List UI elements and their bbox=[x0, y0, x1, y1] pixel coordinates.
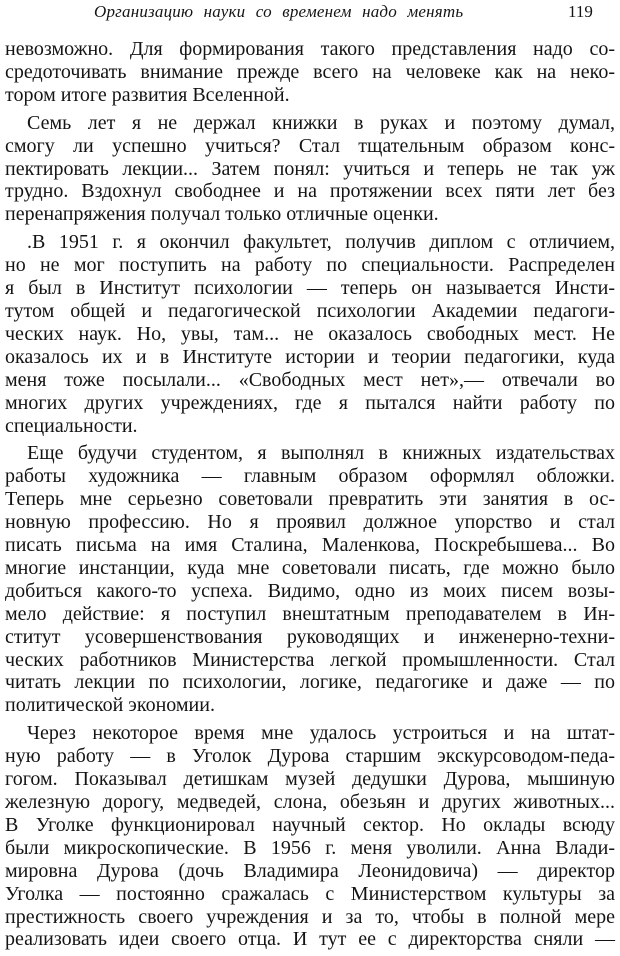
text-line: Через некоторое время мне удалось устроиться и на штат- bbox=[27, 722, 615, 745]
text-line: читать лекции по психологии, логике, педагогике и даже — по bbox=[5, 671, 615, 694]
text-line: Уголка — постоянно сражалась с Министерством культуры за bbox=[5, 882, 615, 905]
text-line: ститут усовершенствования руководящих и инженерно-техни- bbox=[5, 625, 615, 648]
text-line: перенапряжения получал только отличные оценки. bbox=[5, 203, 439, 226]
text-line: политической экономии. bbox=[5, 694, 215, 717]
paragraph bbox=[5, 722, 615, 951]
text-line: новную профессию. Но я проявил должное упорство и стал bbox=[5, 511, 615, 534]
text-line: Семь лет я не держал книжки в руках и поэтому думал, bbox=[27, 111, 615, 134]
text-line: ческих наук. Но, увы, там... не оказалось свободных мест. Не bbox=[5, 322, 615, 345]
text-line: смогу ли успешно учиться? Стал тщательным образом конс- bbox=[5, 134, 615, 157]
text-line: престижность своего учреждения и за то, чтобы в полной мере bbox=[5, 905, 615, 928]
running-head bbox=[0, 2, 620, 24]
text-line: Теперь мне серьезно советовали превратить эти занятия в ос- bbox=[5, 488, 615, 511]
body-text bbox=[5, 38, 615, 956]
text-line: мировна Дурова (дочь Владимира Леонидовича) — директор bbox=[5, 859, 615, 882]
paragraph bbox=[5, 112, 615, 227]
text-line: специальности. bbox=[5, 414, 138, 437]
paragraph bbox=[5, 231, 615, 437]
text-line: мело действие: я поступил внештатным преподавателем в Ин- bbox=[5, 602, 615, 625]
text-line: железную дорогу, медведей, слона, обезьян и других животных... bbox=[5, 791, 615, 813]
text-line: пектировать лекции... Затем понял: учиться и теперь не так уж bbox=[5, 157, 615, 180]
page-number: 119 bbox=[568, 2, 593, 21]
text-line: работы художника — главным образом оформлял обложки. bbox=[5, 465, 615, 488]
text-line: тутом общей и педагогической психологии Академии педагоги- bbox=[5, 299, 615, 322]
text-line: .В 1951 г. я окончил факультет, получив диплом с отличием, bbox=[27, 231, 615, 254]
text-line: я был в Институт психологии — теперь он называется Инсти- bbox=[5, 277, 615, 300]
text-line: средоточивать внимание прежде всего на человеке как на неко- bbox=[5, 60, 615, 83]
text-line: гогом. Показывал детишкам музей дедушки Дурова, мышиную bbox=[5, 768, 615, 791]
text-line: Еще будучи студентом, я выполнял в книжных издательствах bbox=[27, 442, 615, 465]
text-line: писать письма на имя Сталина, Маленкова, Поскребышева... Во bbox=[5, 534, 615, 557]
text-line: невозможно. Для формирования такого представления надо со- bbox=[5, 38, 615, 60]
text-line: реализовать идеи своего отца. И тут ее с директорства сняли — bbox=[5, 928, 615, 951]
text-line: но не мог поступить на работу по специальности. Распределен bbox=[5, 254, 615, 277]
text-line: тором итоге развития Вселенной. bbox=[5, 83, 290, 106]
text-line: многие инстанции, куда мне советовали писать, где можно было bbox=[5, 556, 615, 579]
text-line: многих других учреждениях, где я пытался найти работу по bbox=[5, 391, 615, 414]
text-line: трудно. Вздохнул свободнее и на протяжении всех пяти лет без bbox=[5, 180, 615, 203]
paragraph bbox=[5, 442, 615, 717]
paragraph bbox=[5, 38, 615, 107]
text-line: были микроскопические. В 1956 г. меня уволили. Анна Влади- bbox=[5, 836, 615, 859]
running-title: Организацию науки со временем надо менять bbox=[94, 2, 464, 21]
text-line: ную работу — в Уголок Дурова старшим экскурсоводом-педа- bbox=[5, 745, 615, 768]
text-line: ческих работников Министерства легкой промышленности. Стал bbox=[5, 648, 615, 671]
text-line: оказалось их и в Институте истории и теории педагогики, куда bbox=[5, 345, 615, 368]
text-line: В Уголке функционировал научный сектор. Но оклады всюду bbox=[5, 813, 615, 836]
text-line: меня тоже посылали... «Свободных мест нет»,— отвечали во bbox=[5, 368, 615, 391]
text-line: добиться какого-то успеха. Видимо, одно из моих писем возы- bbox=[5, 579, 615, 602]
